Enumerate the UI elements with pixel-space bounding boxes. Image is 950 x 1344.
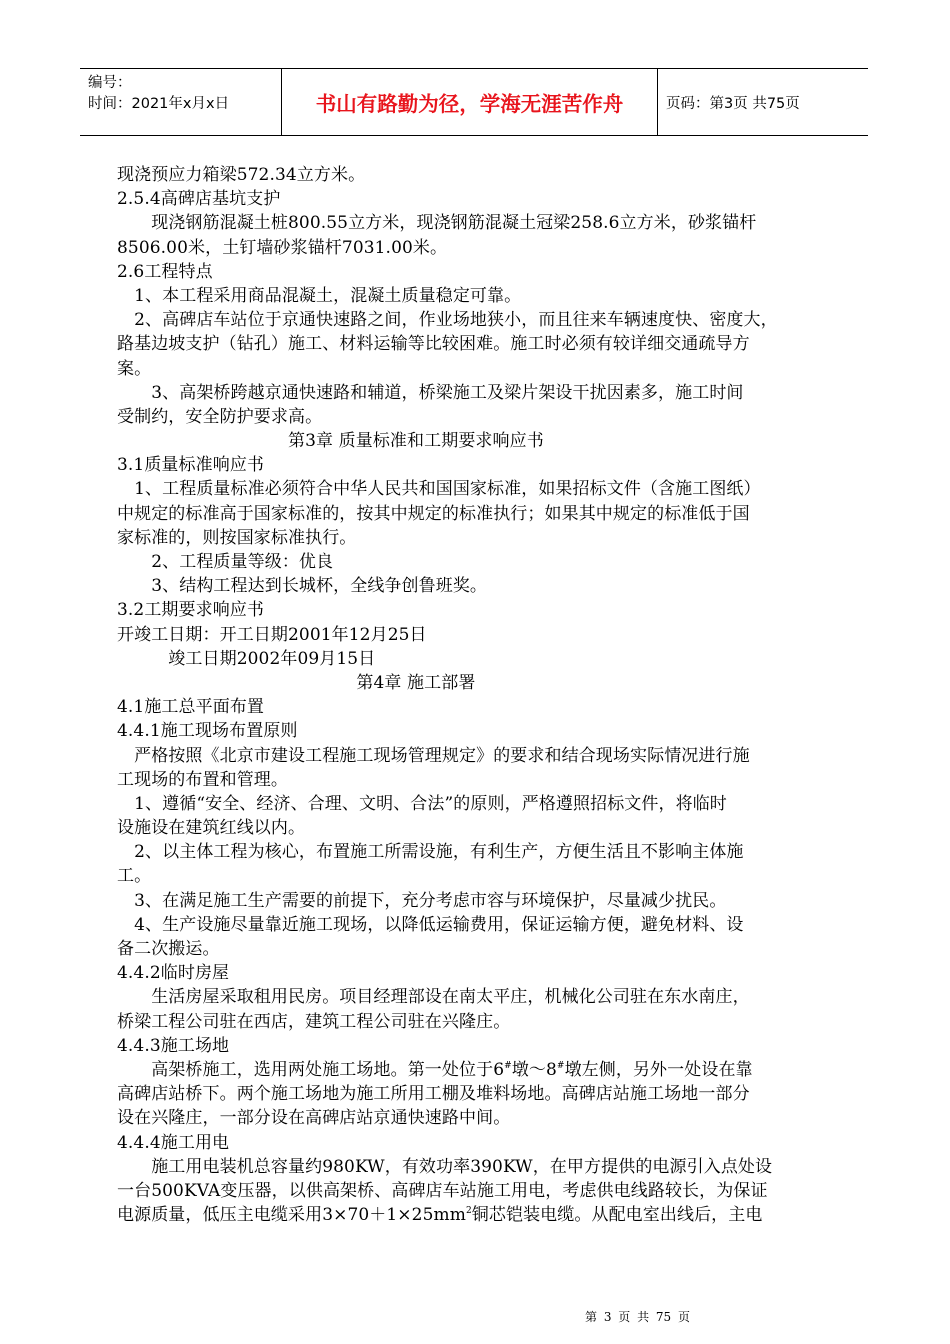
text-line: 4.4.3施工场地 bbox=[117, 1035, 230, 1056]
text-line: 4.1施工总平面布置 bbox=[117, 697, 265, 718]
text-line: 8506.00米，土钉墙砂浆锚杆7031.00米。 bbox=[117, 237, 448, 258]
header-motto: 书山有路勤为径，学海无涯苦作舟 bbox=[282, 69, 658, 135]
text-line: 备二次搬运。 bbox=[117, 939, 220, 959]
text-line: 施工用电装机总容量约980KW，有效功率390KW，在甲方提供的电源引入点处设 bbox=[117, 1156, 773, 1177]
text-line: 桥梁工程公司驻在西店，建筑工程公司驻在兴隆庄。 bbox=[117, 1011, 511, 1032]
text-line: 2、以主体工程为核心，布置施工所需设施，有利生产，方便生活且不影响主体施 bbox=[117, 842, 744, 863]
text-line: 2、高碑店车站位于京通快速路之间，作业场地狭小，而且往来车辆速度快、密度大， bbox=[117, 310, 778, 331]
text-line: 受制约，安全防护要求高。 bbox=[117, 406, 323, 427]
page-footer: 第 3 页 共 75 页 bbox=[585, 1310, 690, 1324]
text-line: 2、工程质量等级：优良 bbox=[117, 552, 334, 572]
text-line: 开竣工日期：开工日期2001年12月25日 bbox=[117, 624, 427, 645]
text-line: 4.4.1施工现场布置原则 bbox=[117, 721, 298, 742]
text-line: 现浇钢筋混凝土桩800.55立方米，现浇钢筋混凝土冠梁258.6立方米，砂浆锚杆 bbox=[117, 213, 757, 234]
document-number-label: 编号： bbox=[88, 75, 132, 91]
text-line: 工。 bbox=[117, 866, 152, 887]
text-line: 高架桥施工，选用两处施工场地。第一处位于6#墩～8#墩左侧，另外一处设在靠 bbox=[117, 1059, 753, 1080]
text-line: 3、结构工程达到长城杯，全线争创鲁班奖。 bbox=[117, 576, 488, 597]
text-line: 案。 bbox=[117, 358, 152, 379]
text-line: 2.6工程特点 bbox=[117, 261, 213, 282]
text-line: 4、生产设施尽量靠近施工现场，以降低运输费用，保证运输方便，避免材料、设 bbox=[117, 914, 744, 935]
text-line: 电源质量，低压主电缆采用$3\times 70+1\times 25mm^2$铜芯铠装电缆。从配电室出线后，主电 bbox=[117, 1205, 763, 1226]
text-line: 2.5.4高碑店基坑支护 bbox=[117, 189, 281, 210]
text-line: 家标准的，则按国家标准执行。 bbox=[117, 527, 357, 548]
text-line: 4.4.4施工用电 bbox=[117, 1132, 230, 1153]
document-body bbox=[117, 163, 837, 1227]
text-line: 工现场的布置和管理。 bbox=[117, 769, 288, 790]
text-line: 一台500KVA变压器，以供高架桥、高碑店车站施工用电，考虑供电线路较长，为保证 bbox=[117, 1180, 768, 1201]
text-line: 1、工程质量标准必须符合中华人民共和国国家标准，如果招标文件（含施工图纸） bbox=[117, 479, 761, 500]
text-line: 高碑店站桥下。两个施工场地为施工所用工棚及堆料场地。高碑店站施工场地一部分 bbox=[117, 1084, 750, 1105]
text-line: 竣工日期2002年09月15日 bbox=[117, 648, 376, 669]
text-line: 4.4.2临时房屋 bbox=[117, 963, 230, 984]
text-line: 1、遵循“安全、经济、合理、文明、合法”的原则，严格遵照招标文件，将临时 bbox=[117, 793, 727, 814]
document-time-label: 时间：2021年x月x日 bbox=[88, 96, 230, 112]
page-header bbox=[80, 68, 868, 136]
header-page-info: 页码：第3页 共75页 bbox=[666, 95, 800, 112]
text-line: 现浇预应力箱梁572.34立方米。 bbox=[117, 165, 366, 185]
text-line: 1、本工程采用商品混凝土，混凝土质量稳定可靠。 bbox=[117, 285, 522, 306]
text-line: 3.1质量标准响应书 bbox=[117, 455, 265, 476]
text-line: 路基边坡支护（钻孔）施工、材料运输等比较困难。施工时必须有较详细交通疏导方 bbox=[117, 334, 750, 355]
text-line: 设在兴隆庄，一部分设在高碑店站京通快速路中间。 bbox=[117, 1108, 511, 1129]
text-line: 中规定的标准高于国家标准的，按其中规定的标准执行；如果其中规定的标准低于国 bbox=[117, 503, 750, 524]
text-line: 生活房屋采取租用民房。项目经理部设在南太平庄，机械化公司驻在东水南庄， bbox=[117, 987, 750, 1008]
text-line: 第3章 质量标准和工期要求响应书 bbox=[117, 431, 544, 452]
text-line: 第4章 施工部署 bbox=[117, 672, 476, 693]
text-line: 3、高架桥跨越京通快速路和辅道，桥梁施工及梁片架设干扰因素多，施工时间 bbox=[117, 382, 744, 403]
text-line: 3.2工期要求响应书 bbox=[117, 600, 265, 621]
header-meta bbox=[80, 69, 282, 135]
text-line: 3、在满足施工生产需要的前提下，充分考虑市容与环境保护，尽量减少扰民。 bbox=[117, 890, 727, 911]
text-line: 设施设在建筑红线以内。 bbox=[117, 818, 306, 839]
text-line: 严格按照《北京市建设工程施工现场管理规定》的要求和结合现场实际情况进行施 bbox=[117, 745, 750, 766]
